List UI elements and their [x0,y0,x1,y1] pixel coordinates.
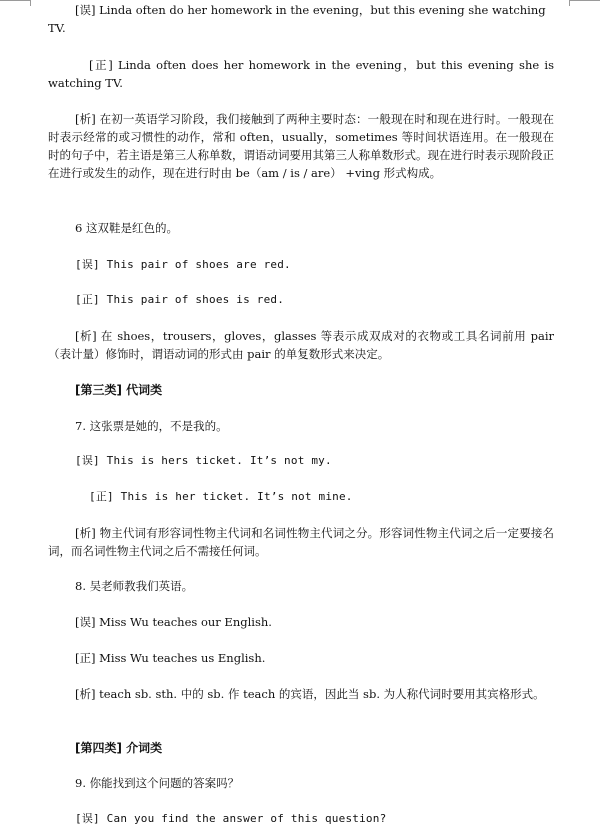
question-6: 6 这双鞋是红色的。 [75,221,178,235]
analysis-6: [析] 在 shoes，trousers，gloves，glasses 等表示成双成对的衣物或工具名词前用 pair（表计量）修饰时，谓语动词的形式由 pair 的单复数形式来决定。 [48,329,554,361]
correct-sentence-8: [正] Miss Wu teaches us English. [75,651,266,665]
section-heading-prepositions: [第四类] 介词类 [75,741,163,755]
correct-sentence-5: [正] Linda often does her homework in the evening，but this evening she is watching TV. [48,58,554,90]
correct-sentence-6: [正] This pair of shoes is red. [75,293,285,306]
wrong-sentence-6: [误] This pair of shoes are red. [75,258,291,271]
section-heading-pronouns: [第三类] 代词类 [75,383,163,397]
analysis-7: [析] 物主代词有形容词性物主代词和名词性物主代词之分。形容词性物主代词之后一定要接名词，而名词性物主代词之后不需接任何词。 [48,526,554,558]
question-7: 7. 这张票是她的，不是我的。 [75,419,228,433]
crop-mark-left [0,0,30,1]
crop-mark-left-vertical [30,0,31,6]
correct-sentence-7: [正] This is her ticket. It’s not mine. [89,490,353,503]
analysis-8: [析] teach sb. sth. 中的 sb. 作 teach 的宾语，因此当 sb. 为人称代词时要用其宾格形式。 [75,687,545,701]
analysis-5: [析] 在初一英语学习阶段，我们接触到了两种主要时态：一般现在时和现在进行时。一般现在时表示经常的或习惯性的动作，常和 often，usually，sometimes 等时间状语连用。在一般现在时的句子中，若主语是第三人称单数，谓语动词要用其第三人称单数形式。现在进行时表示现阶段正在进行或发生的动作，现在进行时由 be（am / is / are） +ving 形式构成。 [48,112,554,180]
question-9: 9. 你能找到这个问题的答案吗？ [75,776,240,790]
wrong-sentence-8: [误] Miss Wu teaches our English. [75,615,272,629]
wrong-sentence-9: [误] Can you find the answer of this question? [75,812,387,825]
question-8: 8. 吴老师教我们英语。 [75,579,194,593]
wrong-sentence-7: [误] This is hers ticket. It’s not my. [75,454,332,467]
crop-mark-right [570,0,600,1]
wrong-sentence-5: [误] Linda often do her homework in the evening，but this evening she watching TV. [48,3,546,35]
crop-mark-right-vertical [569,0,570,6]
